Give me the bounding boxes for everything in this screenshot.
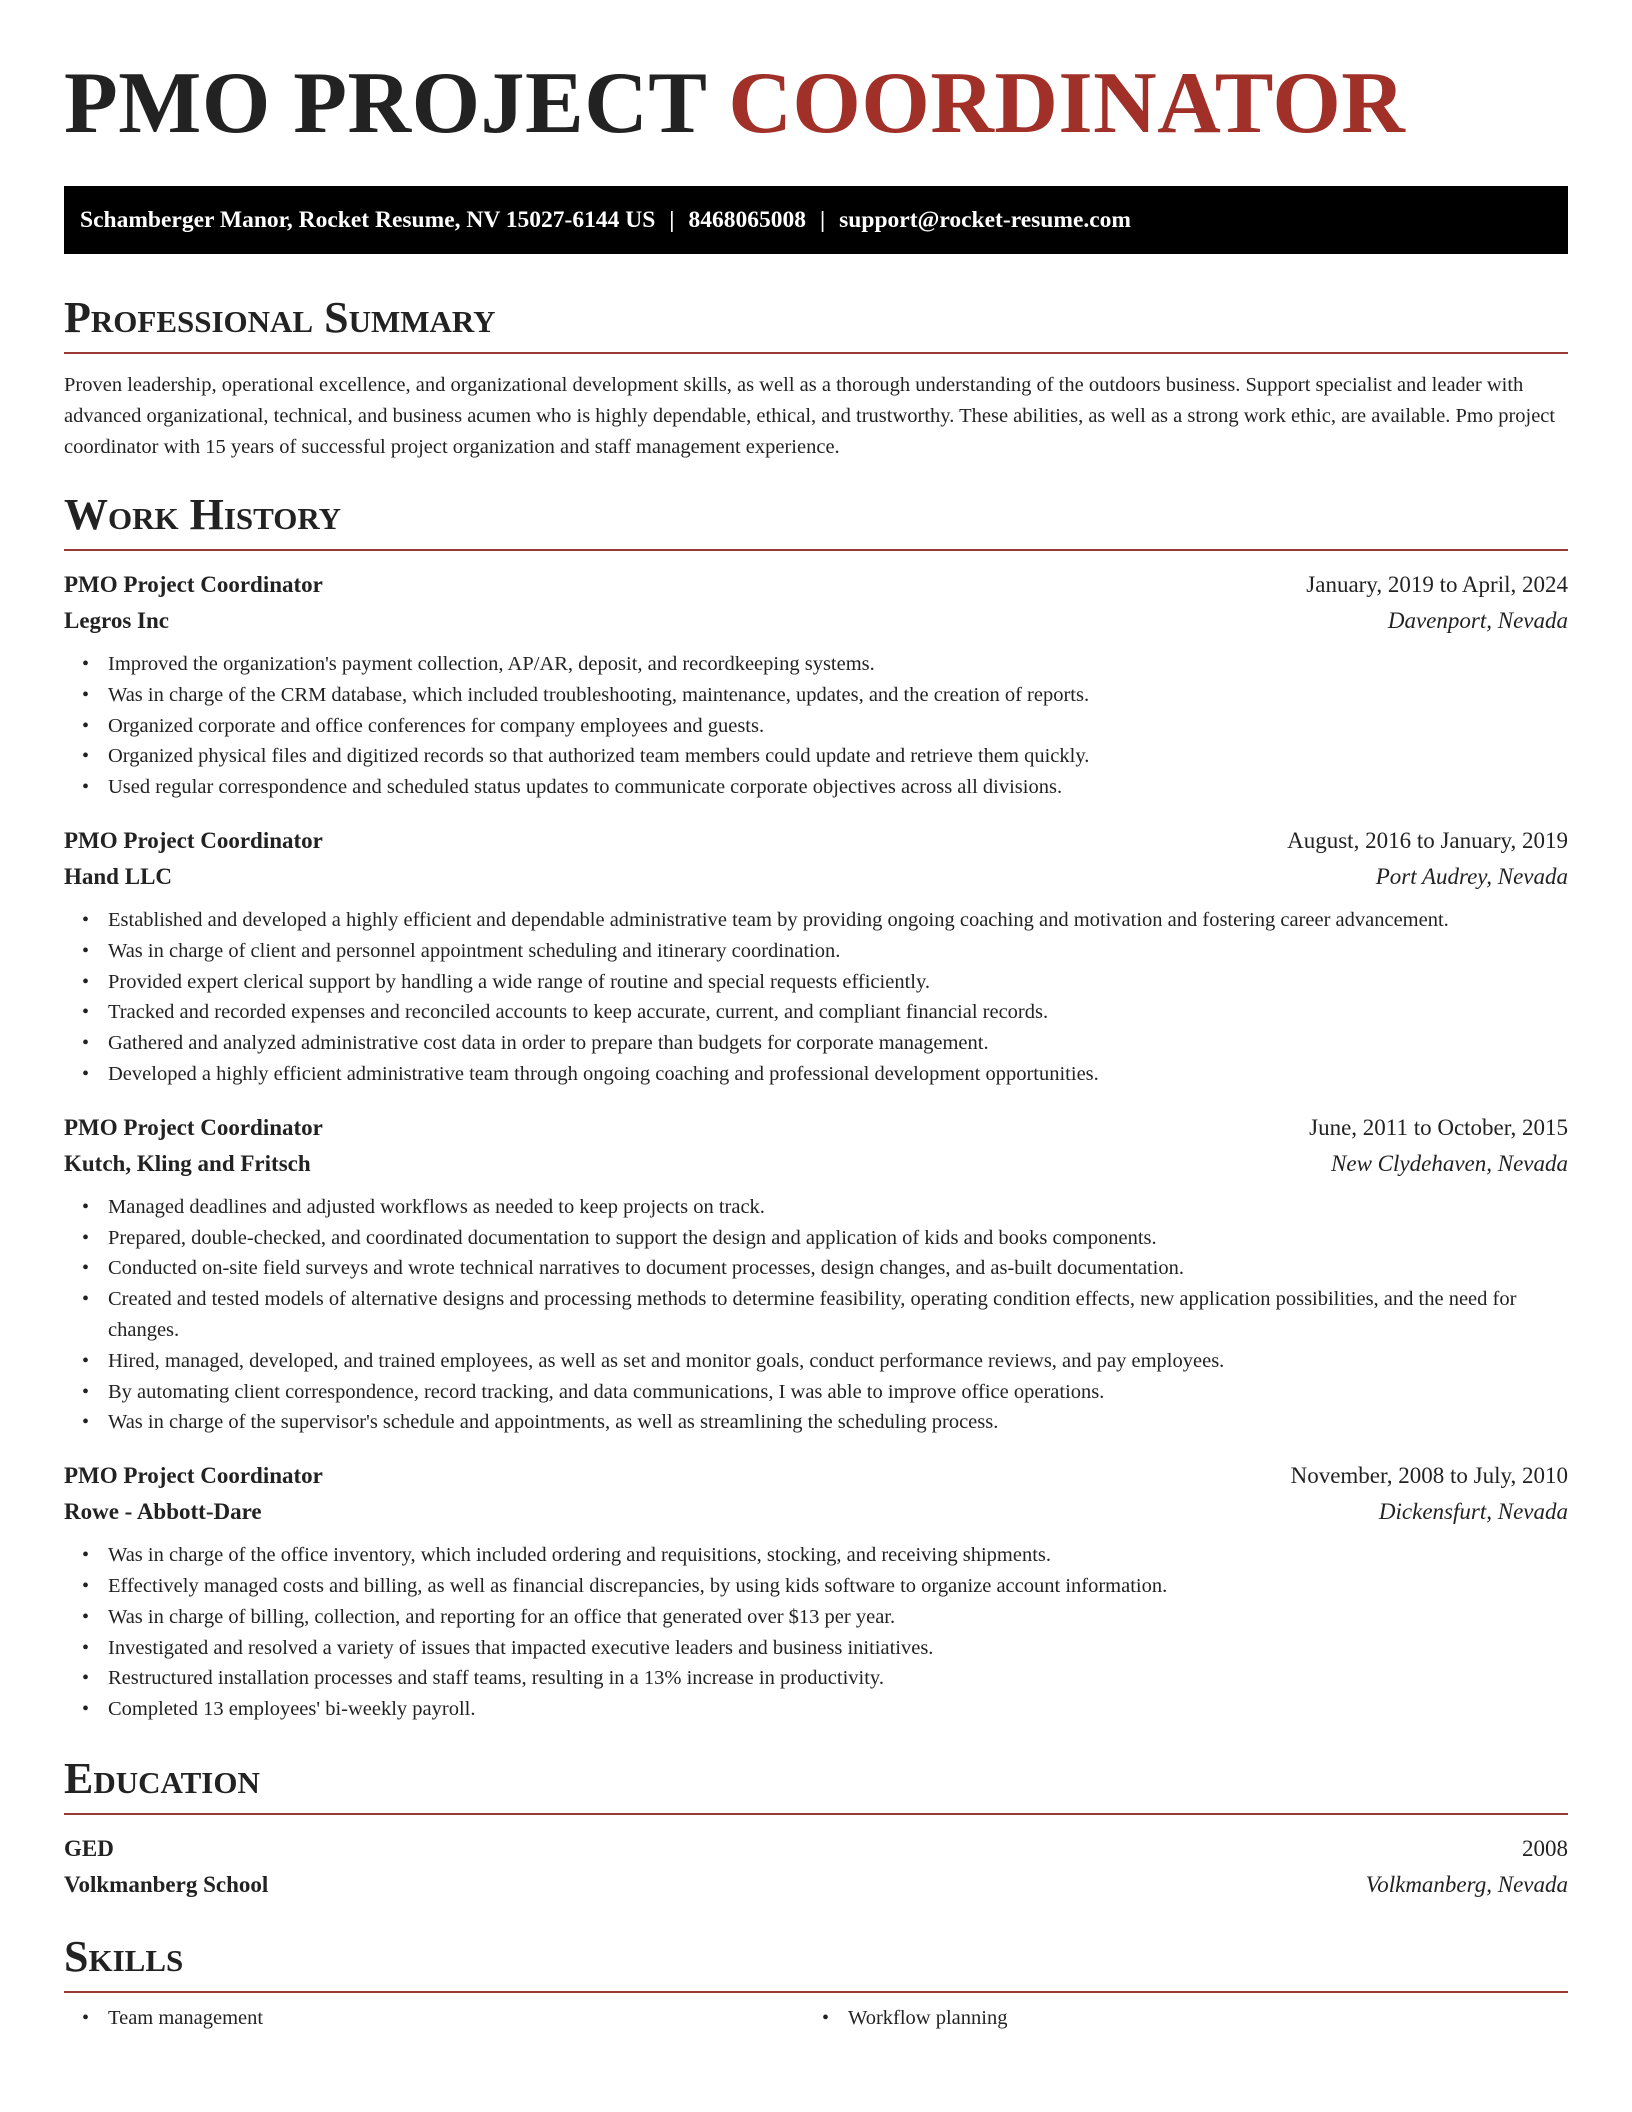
job-bullet: • Completed 13 employees' bi-weekly payroll.	[108, 1694, 1568, 1725]
work-history-heading: Work History	[64, 489, 1568, 551]
job-title-row	[64, 1110, 1568, 1146]
job-bullet: • Was in charge of the supervisor's schedule and appointments, as well as streamlining the scheduling process.	[108, 1407, 1568, 1438]
contact-bar	[64, 186, 1568, 254]
job-bullets	[64, 905, 1568, 1090]
job-company: Hand LLC	[64, 863, 173, 889]
job-dates: June, 2011 to October, 2015	[1309, 1114, 1568, 1140]
job-bullet: • Organized corporate and office conferences for company employees and guests.	[108, 711, 1568, 742]
job-entry	[64, 1110, 1568, 1438]
job-bullet: • Established and developed a highly efficient and dependable administrative team by providing ongoing coaching and motivation and fostering career advancement.	[108, 905, 1568, 936]
job-title: PMO Project Coordinator	[64, 827, 323, 853]
summary-text: Proven leadership, operational excellence, and organizational development skills, as well as a thorough understanding of the outdoors business. Support specialist and leader with advanced organizational, technical, and business acumen who is highly dependable, ethical, and trustworthy. These abilities, as well as a strong work ethic, are available. Pmo project coordinator with 15 years of successful project organization and staff management experience.	[64, 374, 1556, 458]
job-bullet: • Developed a highly efficient administrative team through ongoing coaching and professional development opportunities.	[108, 1059, 1568, 1090]
education-year: 2008	[1522, 1835, 1568, 1861]
job-company-row	[64, 603, 1568, 639]
job-bullet: • Managed deadlines and adjusted workflows as needed to keep projects on track.	[108, 1192, 1568, 1223]
job-title: PMO Project Coordinator	[64, 1463, 323, 1489]
job-location: Port Audrey, Nevada	[1375, 863, 1568, 889]
education-school-row	[64, 1867, 1568, 1903]
job-bullet: • Was in charge of the office inventory, which included ordering and requisitions, stocking, and receiving shipments.	[108, 1540, 1568, 1571]
skills-heading: Skills	[64, 1931, 1568, 1993]
job-bullet: • Prepared, double-checked, and coordinated documentation to support the design and application of kids and books components.	[108, 1223, 1568, 1254]
contact-address: Schamberger Manor, Rocket Resume, NV 15027-6144 US	[80, 206, 656, 233]
job-bullet: • Created and tested models of alternative designs and processing methods to determine feasibility, operating condition effects, new application possibilities, and the need for changes.	[108, 1284, 1568, 1346]
job-company-row	[64, 1494, 1568, 1530]
skills-column-left	[64, 2003, 804, 2034]
title-part-1: PMO PROJECT	[64, 55, 706, 152]
job-company: Rowe - Abbott-Dare	[64, 1499, 262, 1525]
education-entry	[64, 1831, 1568, 1903]
page-title	[64, 56, 1568, 152]
contact-email: support@rocket-resume.com	[839, 206, 1132, 233]
job-company: Legros Inc	[64, 608, 169, 633]
job-location: Davenport, Nevada	[1387, 608, 1568, 633]
title-part-2: COORDINATOR	[728, 55, 1406, 152]
job-bullet: • Provided expert clerical support by handling a wide range of routine and special requests efficiently.	[108, 967, 1568, 998]
job-bullet: • Used regular correspondence and scheduled status updates to communicate corporate objectives across all divisions.	[108, 772, 1568, 803]
job-bullet: • Was in charge of client and personnel appointment scheduling and itinerary coordination.	[108, 936, 1568, 967]
contact-separator: |	[669, 206, 675, 233]
job-dates: November, 2008 to July, 2010	[1290, 1463, 1568, 1489]
education-degree: GED	[64, 1835, 114, 1861]
job-title-row	[64, 1458, 1568, 1494]
job-title: PMO Project Coordinator	[64, 572, 323, 597]
job-title-row	[64, 823, 1568, 859]
job-company-row	[64, 859, 1568, 895]
education-school: Volkmanberg School	[64, 1871, 269, 1897]
job-entry	[64, 823, 1568, 1090]
job-bullet: • Tracked and recorded expenses and reconciled accounts to keep accurate, current, and compliant financial records.	[108, 997, 1568, 1028]
skills-bullets	[64, 2003, 804, 2034]
job-location: New Clydehaven, Nevada	[1331, 1150, 1568, 1176]
job-bullet: • Hired, managed, developed, and trained employees, as well as set and monitor goals, conduct performance reviews, and pay employees.	[108, 1346, 1568, 1377]
job-bullet: • Was in charge of the CRM database, which included troubleshooting, maintenance, updates, and the creation of reports.	[108, 680, 1568, 711]
education-location: Volkmanberg, Nevada	[1365, 1871, 1568, 1897]
job-bullet: • Investigated and resolved a variety of issues that impacted executive leaders and business initiatives.	[108, 1633, 1568, 1664]
job-title-row	[64, 567, 1568, 603]
job-bullet: • Organized physical files and digitized records so that authorized team members could update and retrieve them quickly.	[108, 741, 1568, 772]
job-bullets	[64, 1192, 1568, 1438]
summary-heading: Professional Summary	[64, 292, 1568, 354]
contact-separator: |	[819, 206, 826, 233]
job-bullet: • By automating client correspondence, record tracking, and data communications, I was able to improve office operations.	[108, 1377, 1568, 1408]
job-bullet: • Gathered and analyzed administrative cost data in order to prepare than budgets for corporate management.	[108, 1028, 1568, 1059]
skills-column-right	[804, 2003, 1544, 2034]
job-title: PMO Project Coordinator	[64, 1114, 323, 1140]
skills-list	[64, 2003, 1568, 2034]
skills-bullets	[804, 2003, 1544, 2034]
job-bullet: • Restructured installation processes and staff teams, resulting in a 13% increase in productivity.	[108, 1663, 1568, 1694]
job-bullet: • Improved the organization's payment collection, AP/AR, deposit, and recordkeeping systems.	[108, 649, 1568, 680]
job-entry	[64, 567, 1568, 803]
job-bullet: • Was in charge of billing, collection, and reporting for an office that generated over $13 per year.	[108, 1602, 1568, 1633]
job-bullets	[64, 649, 1568, 803]
education-heading: Education	[64, 1753, 1568, 1815]
skill-item: • Team management	[108, 2003, 804, 2034]
contact-phone: 8468065008	[688, 206, 806, 233]
job-company-row	[64, 1146, 1568, 1182]
job-bullets	[64, 1540, 1568, 1725]
job-location: Dickensfurt, Nevada	[1378, 1499, 1568, 1525]
job-bullet: • Effectively managed costs and billing, as well as financial discrepancies, by using kids software to organize account information.	[108, 1571, 1568, 1602]
job-bullet: • Conducted on-site field surveys and wrote technical narratives to document processes, design changes, and as-built documentation.	[108, 1253, 1568, 1284]
education-degree-row	[64, 1831, 1568, 1867]
job-dates: August, 2016 to January, 2019	[1287, 827, 1568, 853]
skill-item: • Workflow planning	[848, 2003, 1544, 2034]
job-entry	[64, 1458, 1568, 1725]
job-company: Kutch, Kling and Fritsch	[64, 1150, 311, 1176]
job-dates: January, 2019 to April, 2024	[1306, 572, 1568, 597]
